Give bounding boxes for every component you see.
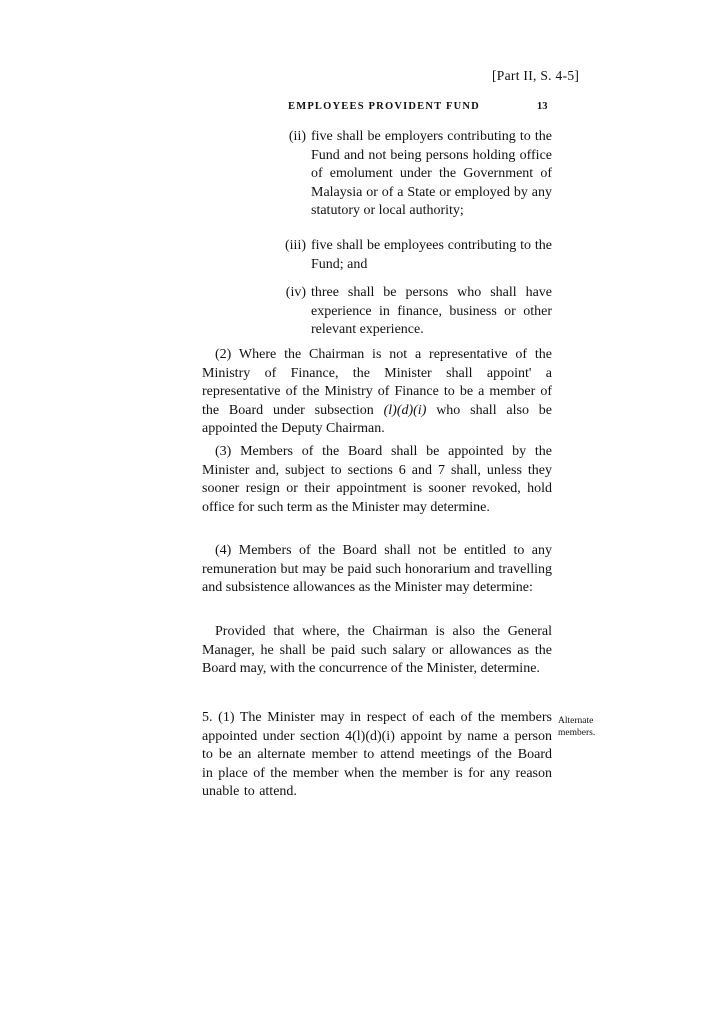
subsection-2-text: (2) Where the Chairman is not a representative of the Ministry of Finance, the Minister shall appoint' a representative of the Ministry of Finance to be a member of the Board under subsection [202, 347, 552, 418]
list-item-mark: (iii) [285, 238, 306, 253]
list-item [276, 237, 552, 274]
proviso [202, 623, 552, 679]
list-item [276, 284, 552, 340]
part-reference: [Part II, S. 4-5] [492, 68, 580, 83]
subsection-3 [202, 443, 552, 517]
section-5 [202, 709, 552, 802]
list-item-text: five shall be employers contributing to the Fund and not being persons holding office of emolument under the Government of Malaysia or of a State or employed by any statutory or local authority; [311, 129, 552, 218]
list-item-text: five shall be employees contributing to the Fund; and [311, 238, 552, 272]
section-5-text: 5. (1) The Minister may in respect of each of the members appointed under section 4(l)(d)(i) appoint by name a person to be an alternate member to attend meetings of the Board in place of the member when the member is for any reason unable to attend. [202, 710, 552, 799]
running-title: EMPLOYEES PROVIDENT FUND [288, 101, 480, 112]
list-item-mark: (ii) [288, 129, 306, 144]
subsection-2 [202, 346, 552, 439]
subsection-reference: (l)(d)(i) [383, 402, 427, 418]
proviso-text: Provided that where, the Chairman is also the General Manager, he shall be paid such salary or allowances as the Board may, with the concurrence of the Minister, determine. [202, 624, 552, 676]
list-item [276, 128, 552, 221]
subsection-4 [202, 542, 552, 598]
margin-note: Alternate members. [558, 716, 596, 738]
subsection-4-text: (4) Members of the Board shall not be entitled to any remuneration but may be paid such honorarium and travelling and subsistence allowances as the Minister may determine: [202, 543, 552, 595]
subsection-3-text: (3) Members of the Board shall be appointed by the Minister and, subject to sections 6 and 7 shall, unless they sooner resign or their appointment is sooner revoked, hold office for such term as the Minister may determine. [202, 444, 552, 515]
page-number: 13 [537, 101, 548, 112]
list-item-mark: (iv) [285, 285, 306, 300]
list-item-text: three shall be persons who shall have experience in finance, business or other relevant experience. [311, 285, 552, 337]
subsection-2-text-end: who shall also be appointed the Deputy Chairman. [202, 402, 552, 436]
